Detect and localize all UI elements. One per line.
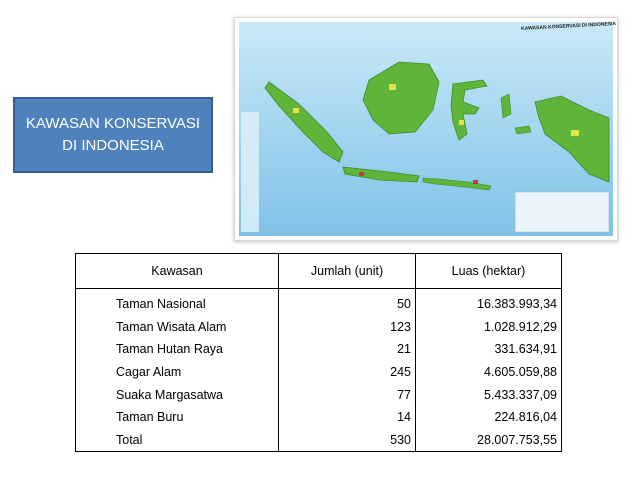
cell-jumlah: 21 (279, 338, 416, 361)
column-header-luas: Luas (hektar) (416, 254, 562, 289)
map-legend-left (241, 112, 259, 232)
cell-luas: 5.433.337,09 (416, 383, 562, 406)
cell-jumlah: 50 (279, 289, 416, 316)
cell-luas: 331.634,91 (416, 338, 562, 361)
map-image (239, 22, 613, 236)
map-title: KAWASAN KONSERVASI DI INDONESIA (520, 21, 617, 32)
table-row (76, 383, 562, 406)
cell-luas: 28.007.753,55 (416, 429, 562, 452)
conservation-area-marker (571, 130, 579, 136)
table-row (76, 406, 562, 429)
conservation-area-marker (473, 180, 478, 184)
conservation-area-marker (293, 108, 299, 113)
cell-luas: 16.383.993,34 (416, 289, 562, 316)
cell-jumlah: 77 (279, 383, 416, 406)
cell-kawasan: Suaka Margasatwa (76, 383, 279, 406)
cell-kawasan: Total (76, 429, 279, 452)
table-row (76, 289, 562, 316)
conservation-table (75, 253, 562, 452)
map-legend-right (515, 192, 609, 232)
column-header-jumlah: Jumlah (unit) (279, 254, 416, 289)
slide-title-line-1: KAWASAN KONSERVASI (25, 115, 201, 132)
cell-kawasan: Taman Wisata Alam (76, 316, 279, 339)
cell-luas: 1.028.912,29 (416, 316, 562, 339)
cell-kawasan: Taman Nasional (76, 289, 279, 316)
cell-luas: 4.605.059,88 (416, 361, 562, 384)
cell-jumlah: 530 (279, 429, 416, 452)
indonesia-conservation-map (234, 17, 618, 241)
conservation-area-marker (459, 120, 464, 125)
table-row (76, 361, 562, 384)
cell-jumlah: 245 (279, 361, 416, 384)
table-header-row (76, 254, 562, 289)
cell-kawasan: Taman Buru (76, 406, 279, 429)
table-row (76, 338, 562, 361)
cell-kawasan: Cagar Alam (76, 361, 279, 384)
conservation-area-marker (389, 84, 396, 90)
table-row-total (76, 429, 562, 452)
conservation-area-marker (359, 172, 364, 176)
slide-title-line-2: DI INDONESIA (62, 137, 164, 154)
table-row (76, 316, 562, 339)
cell-jumlah: 123 (279, 316, 416, 339)
cell-jumlah: 14 (279, 406, 416, 429)
cell-luas: 224.816,04 (416, 406, 562, 429)
cell-kawasan: Taman Hutan Raya (76, 338, 279, 361)
slide-title-box (13, 97, 213, 173)
column-header-kawasan: Kawasan (76, 254, 279, 289)
